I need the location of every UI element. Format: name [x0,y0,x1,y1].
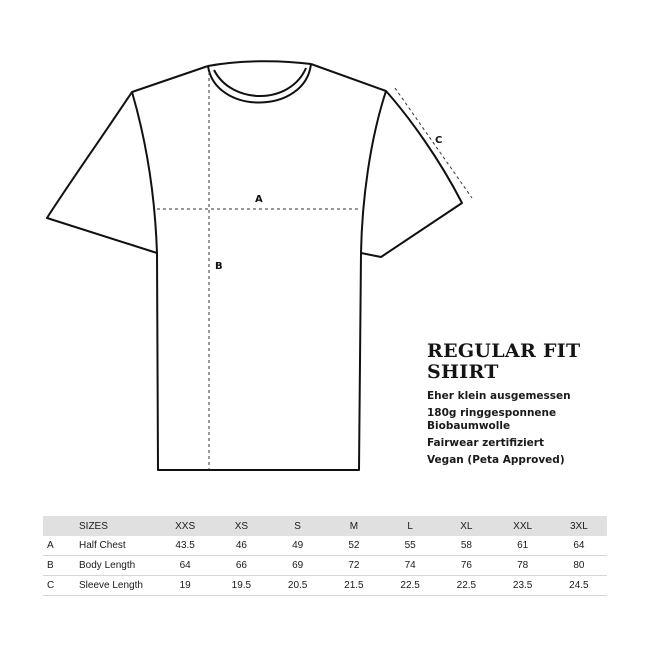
measure-label-b: B [215,261,223,272]
size-header: XL [438,516,494,536]
table-cell: 52 [326,536,382,556]
table-cell: 80 [551,556,607,576]
row-key: C [43,576,79,596]
table-cell: 55 [382,536,438,556]
row-name: Sleeve Length [79,576,157,596]
product-title-line2: SHIRT [427,361,499,383]
table-cell: 46 [213,536,269,556]
left-sleeve-seam [132,92,157,253]
table-cell: 64 [551,536,607,556]
table-cell: 22.5 [382,576,438,596]
table-cell: 66 [213,556,269,576]
size-header: 3XL [551,516,607,536]
size-header: S [270,516,326,536]
table-cell: 19 [157,576,213,596]
table-cell: 24.5 [551,576,607,596]
table-row [43,556,607,576]
size-header: M [326,516,382,536]
table-cell: 74 [382,556,438,576]
table-cell: 61 [495,536,551,556]
row-key: A [43,536,79,556]
header-sizes-label: SIZES [79,516,157,536]
table-cell: 69 [270,556,326,576]
row-name: Half Chest [79,536,157,556]
product-title-line1: REGULAR FIT [427,340,581,362]
collar-inner [214,68,306,96]
table-cell: 58 [438,536,494,556]
table-cell: 72 [326,556,382,576]
table-row [43,536,607,556]
size-header: XXL [495,516,551,536]
feature-material: 180g ringgesponnene Biobaumwolle [427,407,557,432]
table-cell: 21.5 [326,576,382,596]
feature-fairwear: Fairwear zertifiziert [427,437,545,449]
table-cell: 76 [438,556,494,576]
table-cell: 49 [270,536,326,556]
measure-line-c [395,88,472,198]
shirt-outline [47,64,462,470]
feature-vegan: Vegan (Peta Approved) [427,454,565,466]
table-cell: 20.5 [270,576,326,596]
size-header: L [382,516,438,536]
table-cell: 78 [495,556,551,576]
table-cell: 19.5 [213,576,269,596]
right-sleeve-seam [361,91,386,253]
table-cell: 23.5 [495,576,551,596]
product-title [427,341,637,383]
table-cell: 64 [157,556,213,576]
measure-label-c: C [435,135,443,146]
table-row [43,576,607,596]
header-key-cell [43,516,79,536]
measure-label-a: A [255,194,263,205]
size-table-header [43,516,607,536]
row-name: Body Length [79,556,157,576]
size-header: XXS [157,516,213,536]
collar-top [208,61,311,66]
size-header: XS [213,516,269,536]
feature-fit: Eher klein ausgemessen [427,390,571,402]
row-key: B [43,556,79,576]
product-info [427,341,637,471]
size-table [43,516,607,596]
table-cell: 43.5 [157,536,213,556]
table-cell: 22.5 [438,576,494,596]
